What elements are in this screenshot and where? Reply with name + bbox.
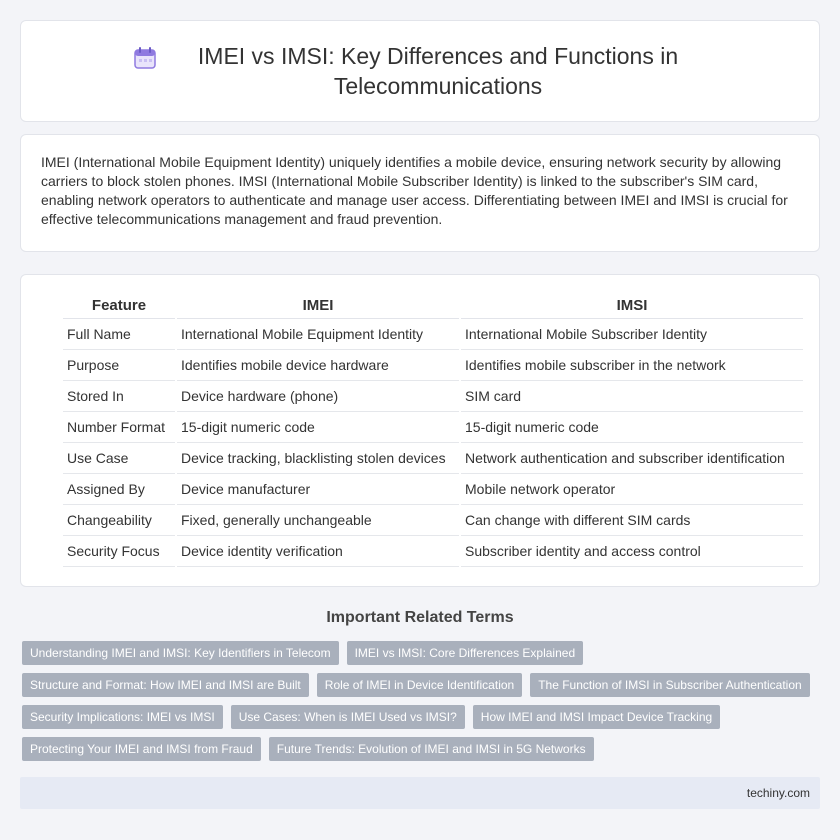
cell-feature: Security Focus [63, 536, 175, 567]
related-term-tag[interactable]: Understanding IMEI and IMSI: Key Identifiers in Telecom [22, 641, 339, 665]
cell-imei: Identifies mobile device hardware [177, 350, 459, 381]
related-term-tag[interactable]: IMEI vs IMSI: Core Differences Explained [347, 641, 584, 665]
cell-feature: Assigned By [63, 474, 175, 505]
tag-row [22, 641, 822, 665]
cell-imei: Device hardware (phone) [177, 381, 459, 412]
calendar-icon [132, 45, 158, 71]
footer [20, 777, 820, 809]
cell-feature: Full Name [63, 319, 175, 350]
table-row [63, 412, 803, 443]
related-term-tag[interactable]: Role of IMEI in Device Identification [317, 673, 522, 697]
table-row [63, 474, 803, 505]
tag-row [22, 705, 822, 729]
related-term-tag[interactable]: Future Trends: Evolution of IMEI and IMSI in 5G Networks [269, 737, 594, 761]
cell-imsi: International Mobile Subscriber Identity [461, 319, 803, 350]
intro-text: IMEI (International Mobile Equipment Identity) uniquely identifies a mobile device, ensuring network security by allowing carriers to block stolen phones. IMSI (International Mobile Subscriber Identity) is linked to the subscriber's SIM card, enabling network operators to authenticate and manage user access. Differentiating between IMEI and IMSI is crucial for effective telecommunications management and fraud prevention. [41, 154, 788, 227]
cell-imei: 15-digit numeric code [177, 412, 459, 443]
cell-imsi: Network authentication and subscriber identification [461, 443, 803, 474]
tag-row [22, 737, 822, 761]
cell-imsi: SIM card [461, 381, 803, 412]
page-title: IMEI vs IMSI: Key Differences and Functions in Telecommunications [197, 43, 679, 99]
cell-feature: Purpose [63, 350, 175, 381]
tag-row [22, 673, 822, 697]
title-wrap [132, 41, 708, 101]
cell-imei: Device manufacturer [177, 474, 459, 505]
cell-imei: Device tracking, blacklisting stolen devices [177, 443, 459, 474]
table-row [63, 319, 803, 350]
cell-imei: Device identity verification [177, 536, 459, 567]
intro-card [20, 134, 820, 252]
cell-imsi: 15-digit numeric code [461, 412, 803, 443]
related-term-tag[interactable]: Use Cases: When is IMEI Used vs IMSI? [231, 705, 465, 729]
cell-imsi: Mobile network operator [461, 474, 803, 505]
cell-imsi: Subscriber identity and access control [461, 536, 803, 567]
header-imei: IMEI [177, 293, 459, 319]
cell-imsi: Can change with different SIM cards [461, 505, 803, 536]
table-row [63, 536, 803, 567]
header-feature: Feature [63, 293, 175, 319]
related-terms-title: Important Related Terms [326, 609, 514, 626]
related-term-tag[interactable]: The Function of IMSI in Subscriber Authentication [530, 673, 809, 697]
comparison-table [61, 293, 805, 567]
cell-feature: Stored In [63, 381, 175, 412]
table-row [63, 443, 803, 474]
cell-feature: Number Format [63, 412, 175, 443]
table-row [63, 381, 803, 412]
title-card [20, 20, 820, 122]
comparison-card [20, 274, 820, 587]
header-imsi: IMSI [461, 293, 803, 319]
table-row [63, 350, 803, 381]
table-row [63, 505, 803, 536]
cell-feature: Changeability [63, 505, 175, 536]
cell-imei: International Mobile Equipment Identity [177, 319, 459, 350]
related-term-tag[interactable]: Protecting Your IMEI and IMSI from Fraud [22, 737, 261, 761]
related-term-tag[interactable]: Structure and Format: How IMEI and IMSI are Built [22, 673, 309, 697]
table-header-row [63, 293, 803, 319]
cell-feature: Use Case [63, 443, 175, 474]
related-term-tag[interactable]: Security Implications: IMEI vs IMSI [22, 705, 223, 729]
related-terms-list [22, 641, 822, 769]
cell-imsi: Identifies mobile subscriber in the network [461, 350, 803, 381]
cell-imei: Fixed, generally unchangeable [177, 505, 459, 536]
related-term-tag[interactable]: How IMEI and IMSI Impact Device Tracking [473, 705, 720, 729]
site-link[interactable]: techiny.com [746, 786, 810, 800]
